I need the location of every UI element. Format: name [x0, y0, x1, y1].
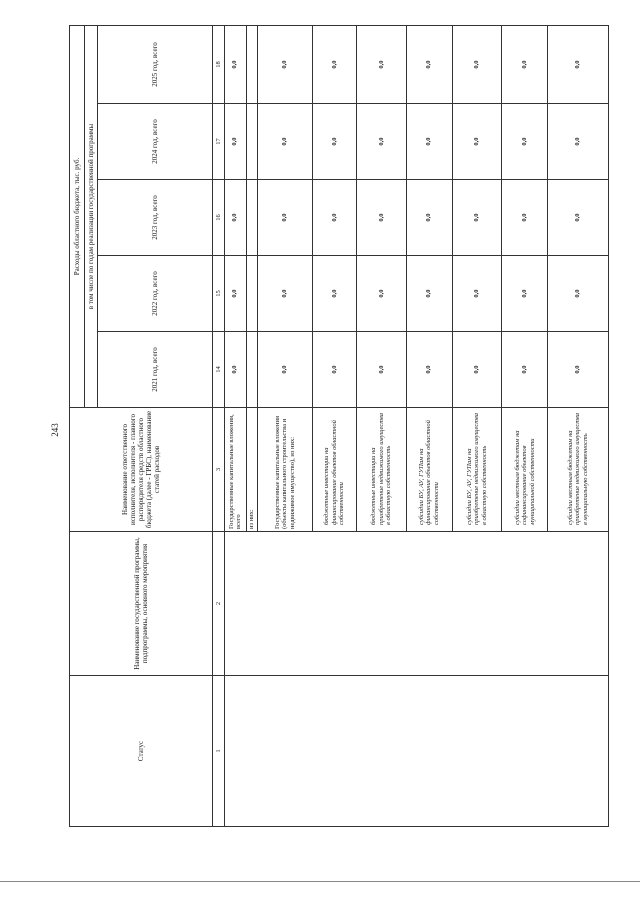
value-cell: 0,0 [548, 25, 609, 103]
column-number-row [213, 25, 225, 826]
row-label: Государственные капитальные вложения, всего [224, 408, 246, 532]
value-cell: 0,0 [313, 180, 357, 256]
header-executor: Наименование ответственного исполнителя, исполнителя - главного распорядителя средств областного бюджета (далее - ГРБС), наименование статей расходов [70, 408, 213, 532]
header-year-2022: 2022 год, всего [97, 256, 213, 332]
header-by-years: в том числе по годам реализации государственной программы [85, 25, 97, 407]
value-cell: 0,0 [406, 256, 452, 332]
column-number: 17 [213, 104, 225, 180]
value-cell: 0,0 [258, 332, 313, 408]
value-cell: 0,0 [548, 332, 609, 408]
row-label: из них: [246, 408, 258, 532]
column-number: 18 [213, 25, 225, 103]
value-cell: 0,0 [357, 256, 407, 332]
header-expenses: Расходы областного бюджета, тыс. руб. [70, 25, 85, 407]
value-cell: 0,0 [502, 332, 548, 408]
column-number: 1 [213, 676, 225, 827]
value-cell: 0,0 [406, 104, 452, 180]
header-year-2021: 2021 год, всего [97, 332, 213, 408]
value-cell [246, 256, 258, 332]
row-label: субсидии БУ, АУ, ГУПам на финансирование объектов областной собственности [406, 408, 452, 532]
row-label: Государственные капитальные вложения (объекты капитального строительства и недвижимое имущество), из них: [258, 408, 313, 532]
value-cell: 0,0 [357, 104, 407, 180]
page-number: 243 [50, 423, 60, 437]
value-cell: 0,0 [313, 256, 357, 332]
value-cell: 0,0 [258, 104, 313, 180]
column-number: 3 [213, 408, 225, 532]
value-cell: 0,0 [357, 332, 407, 408]
column-number: 16 [213, 180, 225, 256]
row-label: субсидии местным бюджетам на приобретение недвижимого имущества в муниципальную собственность [548, 408, 609, 532]
value-cell: 0,0 [452, 332, 502, 408]
value-cell: 0,0 [313, 104, 357, 180]
expenses-table [69, 25, 609, 827]
value-cell: 0,0 [452, 104, 502, 180]
header-year-2023: 2023 год, всего [97, 180, 213, 256]
value-cell: 0,0 [224, 25, 246, 103]
value-cell: 0,0 [357, 180, 407, 256]
value-cell: 0,0 [406, 25, 452, 103]
value-cell: 0,0 [548, 256, 609, 332]
value-cell: 0,0 [406, 180, 452, 256]
value-cell: 0,0 [313, 332, 357, 408]
row-label: бюджетные инвестиции на приобретение недвижимого имущества в областную собственность [357, 408, 407, 532]
header-status: Статус [70, 676, 213, 827]
value-cell [246, 104, 258, 180]
value-cell: 0,0 [502, 25, 548, 103]
table-rotation-wrapper [69, 26, 609, 827]
value-cell: 0,0 [406, 332, 452, 408]
value-cell: 0,0 [452, 25, 502, 103]
value-cell: 0,0 [502, 104, 548, 180]
value-cell: 0,0 [224, 180, 246, 256]
value-cell [246, 25, 258, 103]
value-cell: 0,0 [452, 180, 502, 256]
value-cell: 0,0 [258, 256, 313, 332]
program-cell [224, 532, 608, 676]
header-program: Наименование государственной программы, подпрограммы, основного мероприятия [70, 532, 213, 676]
value-cell: 0,0 [357, 25, 407, 103]
value-cell: 0,0 [502, 256, 548, 332]
header-year-2025: 2025 год, всего [97, 25, 213, 103]
row-label: субсидии местным бюджетам на софинансирование объектов муниципальной собственности [502, 408, 548, 532]
value-cell: 0,0 [224, 104, 246, 180]
value-cell [246, 180, 258, 256]
bottom-rule [0, 881, 640, 882]
rotated-table-sheet [69, 26, 609, 827]
column-number: 14 [213, 332, 225, 408]
value-cell: 0,0 [502, 180, 548, 256]
table-row [224, 25, 246, 826]
status-cell [224, 676, 608, 827]
value-cell: 0,0 [452, 256, 502, 332]
header-year-2024: 2024 год, всего [97, 104, 213, 180]
value-cell: 0,0 [258, 180, 313, 256]
value-cell: 0,0 [224, 332, 246, 408]
column-number: 15 [213, 256, 225, 332]
value-cell: 0,0 [313, 25, 357, 103]
value-cell: 0,0 [548, 180, 609, 256]
row-label: субсидии БУ, АУ, ГУПам на приобретение недвижимого имущества в областную собственность [452, 408, 502, 532]
row-label: бюджетные инвестиции на финансирование объектов областной собственности [313, 408, 357, 532]
column-number: 2 [213, 532, 225, 676]
value-cell [246, 332, 258, 408]
value-cell: 0,0 [548, 104, 609, 180]
value-cell: 0,0 [224, 256, 246, 332]
value-cell: 0,0 [258, 25, 313, 103]
